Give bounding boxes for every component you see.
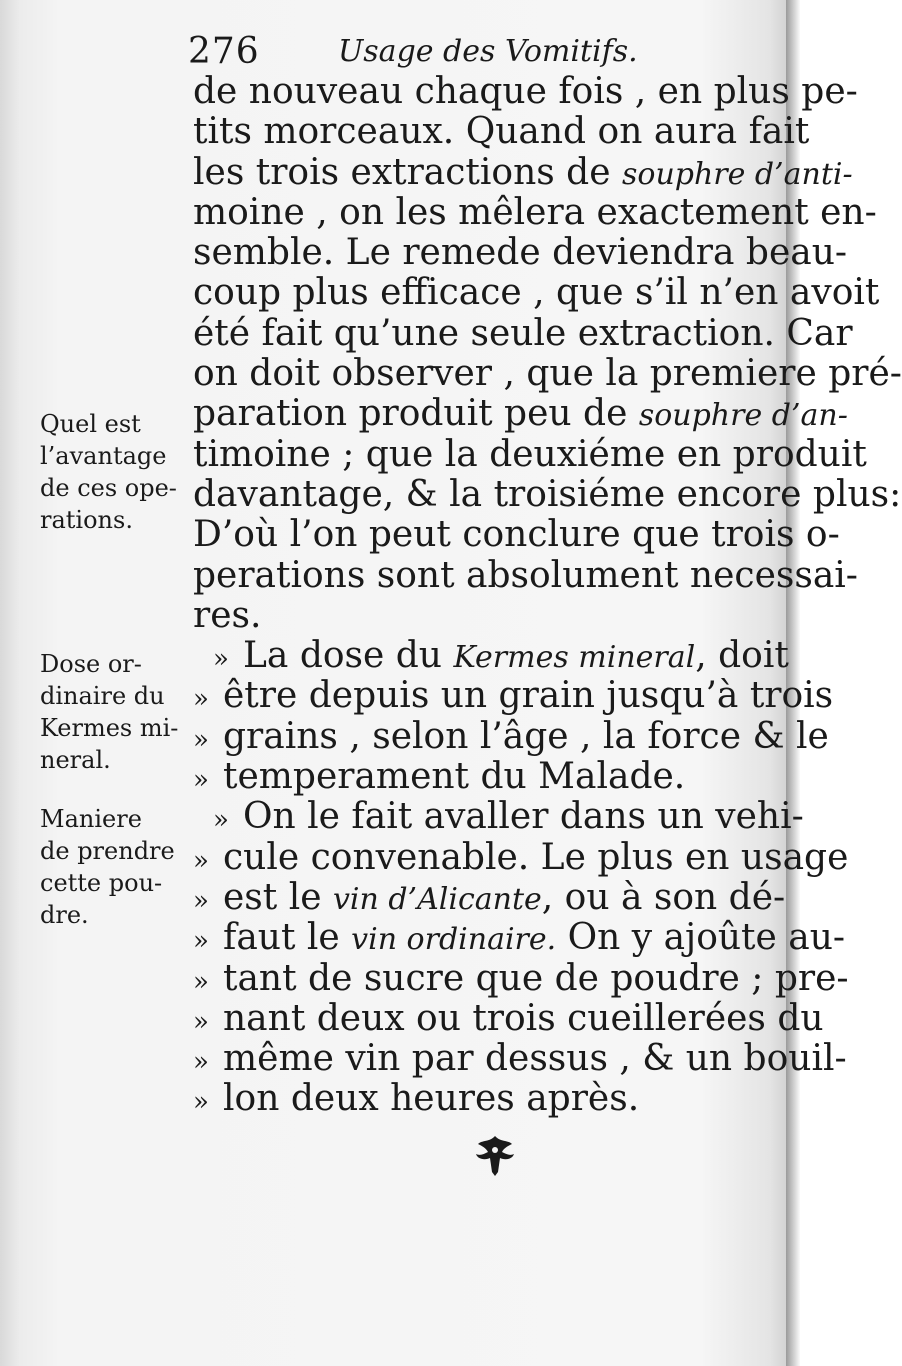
text-line: semble. Le remede deviendra beau- — [193, 232, 848, 274]
quoted-line: » est le vin d’Alicante, ou à son dé- — [193, 878, 761, 918]
text-line: tits morceaux. Quand on aura fait — [193, 111, 810, 153]
page-number: 276 — [188, 31, 260, 72]
text-line: de nouveau chaque fois , en plus pe- — [193, 71, 858, 112]
quote-mark: » — [213, 644, 227, 675]
quote-mark: » — [193, 845, 207, 876]
text-line: les trois extractions de souphre d’anti- — [193, 151, 853, 193]
quote-mark: » — [193, 1006, 207, 1037]
italic-term: vin d’Alicante — [332, 881, 542, 917]
margin-note-dose: Dose or- dinaire du Kermes mi- neral. — [40, 650, 179, 774]
text-line: res. — [193, 594, 262, 636]
text-line: D’où l’on peut conclure que trois o- — [193, 514, 840, 556]
text-line: moine , on les mêlera exactement en- — [193, 191, 877, 233]
italic-term: souphre d’anti- — [621, 156, 853, 192]
text-line: on doit observer , que la premiere pré- — [193, 353, 902, 395]
quote-mark: » — [193, 765, 207, 796]
text-line: coup plus efficace , que s’il n’en avoit — [193, 272, 880, 314]
quoted-line: » On le fait avaller dans un vehi- — [193, 797, 761, 837]
quoted-line: » La dose du Kermes mineral, doit — [193, 636, 761, 676]
text-line: perations sont absolument necessai- — [193, 554, 858, 596]
quoted-line: » lon deux heures après. — [193, 1079, 761, 1119]
quote-mark: » — [193, 885, 207, 916]
fleuron-ornament-icon — [470, 1132, 520, 1178]
quote-mark: » — [193, 724, 207, 755]
quote-mark: » — [193, 966, 207, 997]
quote-mark: » — [193, 684, 207, 715]
italic-term: Kermes mineral — [453, 640, 696, 676]
quoted-line: » cule convenable. Le plus en usage — [193, 838, 761, 878]
quoted-line: » tant de sucre que de poudre ; pre- — [193, 959, 761, 999]
body-text — [193, 71, 902, 1120]
quoted-line: » faut le vin ordinaire. On y ajoûte au- — [193, 918, 761, 958]
margin-note-maniere: Maniere de prendre cette pou- dre. — [40, 805, 175, 929]
italic-term: souphre d’an- — [638, 398, 848, 434]
text-line: davantage, & la troisiéme encore plus: — [193, 473, 902, 515]
quoted-line: » être depuis un grain jusqu’à trois — [193, 676, 761, 716]
quote-mark: » — [193, 926, 207, 957]
running-title: Usage des Vomitifs. — [338, 34, 638, 69]
page-header — [188, 28, 748, 76]
quote-mark: » — [193, 1087, 207, 1118]
quoted-line: » grains , selon l’âge , la force & le — [193, 717, 761, 757]
text-line: été fait qu’une seule extraction. Car — [193, 312, 853, 354]
quoted-line: » temperament du Malade. — [193, 757, 761, 797]
quote-mark: » — [193, 1047, 207, 1078]
margin-note-avantage: Quel est l’avantage de ces ope- rations. — [40, 410, 177, 534]
italic-term: vin ordinaire. — [351, 922, 557, 958]
quoted-line: » même vin par dessus , & un bouil- — [193, 1039, 761, 1079]
quote-mark: » — [213, 805, 227, 836]
quoted-line: » nant deux ou trois cueillerées du — [193, 999, 761, 1039]
text-line: timoine ; que la deuxiéme en produit — [193, 433, 867, 475]
text-line: paration produit peu de souphre d’an- — [193, 393, 848, 435]
